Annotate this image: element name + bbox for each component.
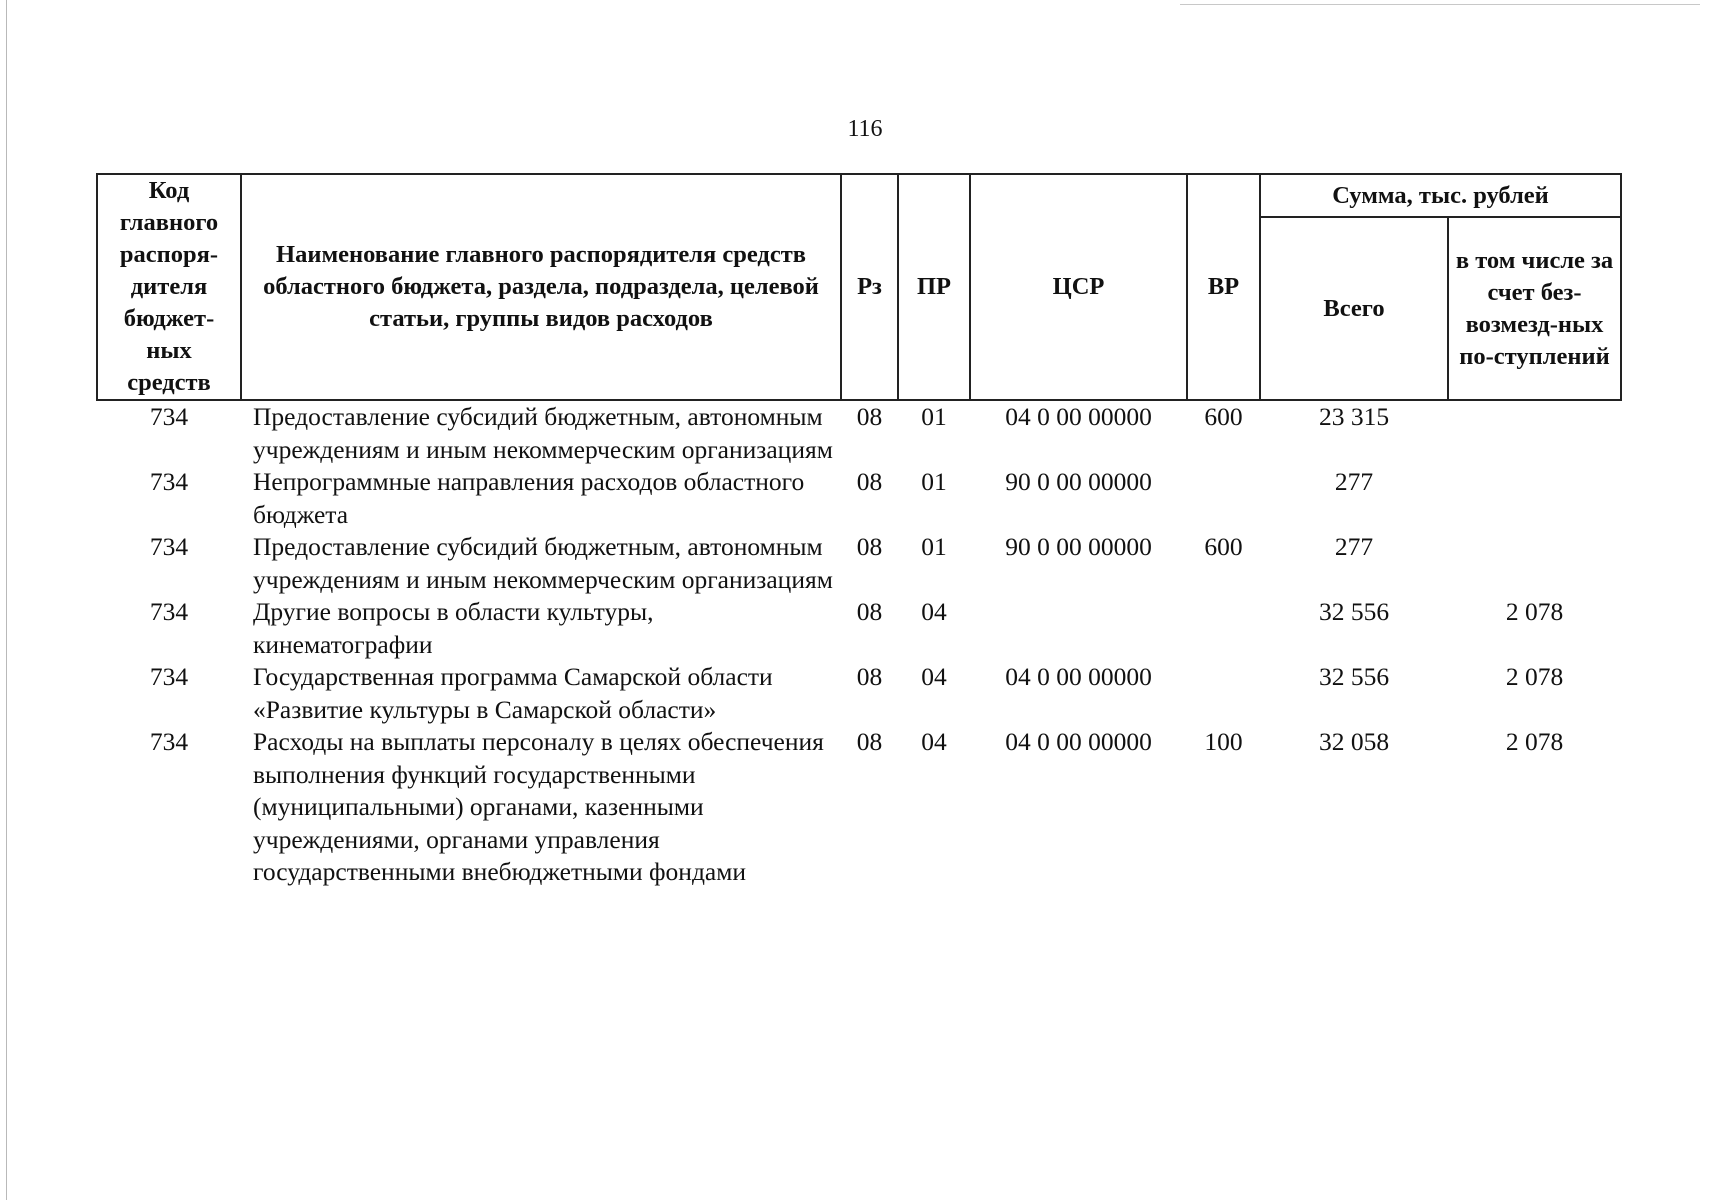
cell-rz: 08	[856, 532, 883, 561]
budget-table	[96, 173, 1622, 889]
cell-code: 734	[149, 467, 189, 496]
cell-csr: 90 0 00 00000	[1005, 532, 1152, 561]
cell-name: Предоставление субсидий бюджетным, автономным учреждениям и иным некоммерческим организациям	[253, 402, 833, 464]
header-gratuitous: в том числе за счет без-возмезд-ных по-ступлений	[1448, 217, 1621, 400]
cell-rz: 08	[856, 662, 883, 691]
header-code: Код главного распоря-дителя бюджет-ных средств	[97, 174, 241, 400]
page-number: 116	[847, 116, 883, 142]
cell-csr: 04 0 00 00000	[1005, 402, 1152, 431]
cell-code: 734	[149, 532, 189, 561]
cell-total: 32 058	[1318, 727, 1390, 756]
cell-vr	[1187, 661, 1260, 726]
table-row	[97, 661, 1621, 726]
table-row	[97, 400, 1621, 466]
cell-csr: 04 0 00 00000	[1005, 727, 1152, 756]
cell-rz: 08	[856, 727, 883, 756]
cell-vr: 600	[1204, 402, 1243, 431]
cell-name: Предоставление субсидий бюджетным, автономным учреждениям и иным некоммерческим организациям	[253, 532, 833, 594]
table-row	[97, 726, 1621, 889]
cell-vr	[1187, 596, 1260, 661]
table-header	[97, 174, 1621, 400]
cell-csr: 04 0 00 00000	[1005, 662, 1152, 691]
header-total: Всего	[1260, 217, 1448, 400]
cell-total: 23 315	[1318, 402, 1390, 431]
cell-total: 277	[1334, 532, 1374, 561]
table-row	[97, 596, 1621, 661]
cell-pr: 01	[921, 532, 947, 561]
cell-vr	[1187, 466, 1260, 531]
cell-gratuitous	[1448, 400, 1621, 466]
cell-rz: 08	[856, 402, 883, 431]
scan-left-edge	[6, 0, 7, 1200]
cell-pr: 04	[921, 727, 947, 756]
cell-gratuitous: 2 078	[1505, 597, 1564, 626]
cell-pr: 01	[921, 402, 947, 431]
header-csr: ЦСР	[970, 174, 1187, 400]
header-pr: ПР	[898, 174, 970, 400]
cell-code: 734	[149, 402, 189, 431]
cell-csr: 90 0 00 00000	[1005, 467, 1152, 496]
cell-pr: 04	[921, 597, 947, 626]
cell-pr: 04	[921, 662, 947, 691]
header-rz: Рз	[841, 174, 898, 400]
scan-top-edge	[1180, 4, 1700, 5]
header-name: Наименование главного распорядителя средств областного бюджета, раздела, подраздела, целевой статьи, группы видов расходов	[241, 174, 841, 400]
cell-csr	[970, 596, 1187, 661]
cell-rz: 08	[856, 597, 883, 626]
cell-code: 734	[149, 727, 189, 756]
table-row	[97, 466, 1621, 531]
header-vr: ВР	[1187, 174, 1260, 400]
cell-total: 32 556	[1318, 597, 1390, 626]
cell-gratuitous	[1448, 466, 1621, 531]
cell-name: Государственная программа Самарской области «Развитие культуры в Самарской области»	[253, 662, 773, 724]
cell-name: Непрограммные направления расходов областного бюджета	[253, 467, 805, 529]
cell-name: Расходы на выплаты персоналу в целях обеспечения выполнения функций государственными (муниципальными) органами, казенными учреждениями, органами управления государственными внебюджетными фондами	[253, 727, 824, 886]
header-sum-group: Сумма, тыс. рублей	[1260, 174, 1621, 217]
cell-vr: 100	[1204, 727, 1243, 756]
cell-gratuitous: 2 078	[1505, 727, 1564, 756]
cell-total: 32 556	[1318, 662, 1390, 691]
cell-code: 734	[149, 597, 189, 626]
cell-code: 734	[149, 662, 189, 691]
cell-gratuitous: 2 078	[1505, 662, 1564, 691]
cell-total: 277	[1334, 467, 1374, 496]
cell-gratuitous	[1448, 531, 1621, 596]
cell-pr: 01	[921, 467, 947, 496]
table-body	[97, 400, 1621, 889]
cell-name: Другие вопросы в области культуры, кинематографии	[253, 597, 654, 659]
cell-rz: 08	[856, 467, 883, 496]
table-row	[97, 531, 1621, 596]
cell-vr: 600	[1204, 532, 1243, 561]
